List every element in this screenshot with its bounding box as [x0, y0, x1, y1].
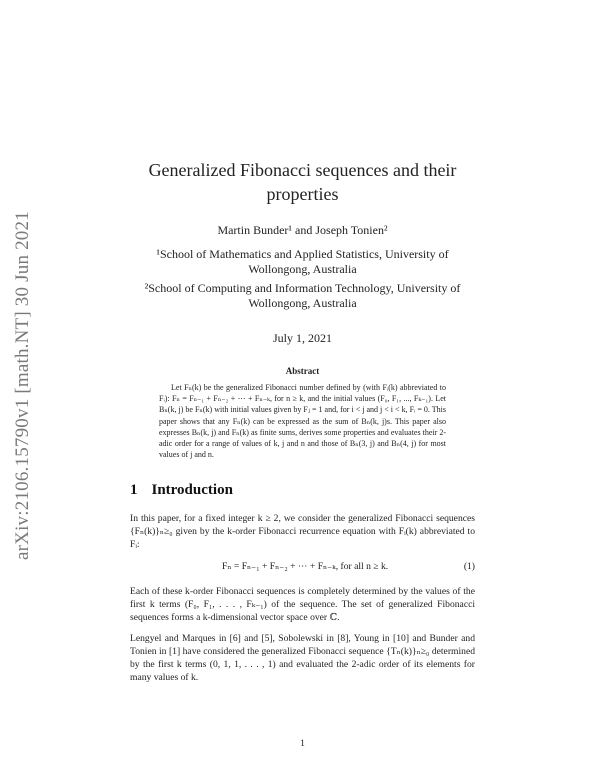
intro-paragraph-1: In this paper, for a fixed integer k ≥ 2, we consider the generalized Fibonacci sequences {Fₙ(k)}ₙ≥₀ given by the k-order Fibonacci recurrence equation with Fᵢ(k) abbreviated to Fᵢ:: [130, 513, 475, 551]
affiliation-1: ¹School of Mathematics and Applied Statistics, University of Wollongong, Australia: [156, 247, 449, 276]
intro-paragraph-3: Lengyel and Marques in [6] and [5], Sobolewski in [8], Young in [10] and Bunder and Tonien in [1] have considered the generalized Fibonacci sequence {Tₙ(k)}ₙ≥₀ determined by the first k terms (0, 1, 1, . . . , 1) and evaluated the 2-adic order of its elements for many values of k.: [130, 633, 475, 684]
page-number: 1: [300, 738, 305, 749]
section-number: 1: [130, 482, 138, 499]
paper-authors: Martin Bunder¹ and Joseph Tonien²: [217, 223, 388, 237]
equation-number: (1): [463, 561, 475, 573]
abstract-heading: Abstract: [285, 366, 320, 376]
paper-page: [130, 0, 475, 749]
intro-paragraph-2: Each of these k-order Fibonacci sequences is completely determined by the values of the first k terms (F₀, F₁, . . . , Fₖ₋₁) of the sequence. The set of generalized Fibonacci sequences forms a k-dimensional vector space over ℂ.: [130, 586, 475, 624]
recurrence-equation: Fₙ = Fₙ₋₁ + Fₙ₋₂ + ⋯ + Fₙ₋ₖ, for all n ≥ k.: [222, 561, 389, 573]
equation-row: [130, 561, 475, 575]
section-heading: [130, 482, 475, 499]
section-title: Introduction: [151, 482, 233, 499]
arxiv-identifier: arXiv:2106.15790v1 [math.NT] 30 Jun 2021: [12, 211, 33, 560]
affiliation-2: ²School of Computing and Information Technology, University of Wollongong, Australia: [144, 281, 461, 310]
paper-date: July 1, 2021: [272, 331, 332, 345]
paper-title: Generalized Fibonacci sequences and their properties: [148, 160, 457, 204]
abstract-text: Let Fₙ(k) be the generalized Fibonacci number defined by (with Fᵢ(k) abbreviated to Fᵢ): Fₙ = Fₙ₋₁ + Fₙ₋₂ + ⋯ + Fₙ₋ₖ, for n ≥ k, and the initial values (F₀, F₁, ..., Fₖ₋₁). Let Bₙ(k, j) be Fₙ(k) with initial values given by Fⱼ = 1 and, for i < j and j < i < k, Fᵢ = 0. This paper shows that any Fₙ(k) can be expressed as the sum of Bₙ(k, j)s. This paper also expresses Bₙ(k, j) and Fₙ(k) as finite sums, derives some properties and evaluates their 2-adic order for a range of values of k, j and n and those of Bₙ(3, j) and Bₙ(4, j) for most values of j and n.: [159, 383, 446, 460]
